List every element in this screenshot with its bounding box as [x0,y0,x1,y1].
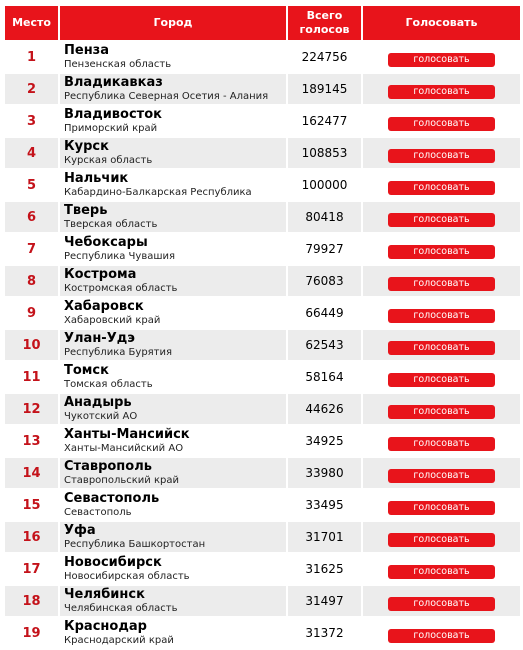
table-row [5,554,520,584]
city-name: Ставрополь [64,459,152,474]
region-name: Республика Чувашия [64,251,176,262]
table-row [5,618,520,648]
city-name: Улан-Удэ [64,331,135,346]
vote-count: 108853 [288,138,361,168]
vote-button[interactable]: голосовать [388,277,495,291]
vote-cell [363,394,520,424]
table-row [5,202,520,232]
place-number: 18 [5,586,58,616]
city-cell [60,458,286,488]
place-number: 7 [5,234,58,264]
city-cell [60,362,286,392]
table-row [5,74,520,104]
city-cell [60,394,286,424]
table-row [5,490,520,520]
vote-cell [363,490,520,520]
place-number: 14 [5,458,58,488]
city-cell [60,554,286,584]
region-name: Республика Бурятия [64,347,173,358]
place-number: 11 [5,362,58,392]
city-cell [60,234,286,264]
vote-cell [363,234,520,264]
header-vote: Голосовать [363,6,520,40]
header-place: Место [5,6,58,40]
region-name: Ханты-Мансийский АО [64,443,184,454]
vote-button[interactable]: голосовать [388,533,495,547]
vote-cell [363,42,520,72]
region-name: Краснодарский край [64,635,174,646]
place-number: 1 [5,42,58,72]
table-body [5,42,520,648]
table-row [5,138,520,168]
city-cell [60,138,286,168]
region-name: Республика Северная Осетия - Алания [64,91,269,102]
vote-count: 44626 [288,394,361,424]
city-cell [60,42,286,72]
vote-button[interactable]: голосовать [388,309,495,323]
table-row [5,106,520,136]
city-name: Анадырь [64,395,132,410]
header-city: Город [60,6,286,40]
city-cell [60,330,286,360]
place-number: 2 [5,74,58,104]
vote-cell [363,170,520,200]
vote-cell [363,202,520,232]
city-cell [60,522,286,552]
header-votes [288,6,361,40]
region-name: Приморский край [64,123,158,134]
region-name: Челябинская область [64,603,178,614]
region-name: Пензенская область [64,59,172,70]
place-number: 17 [5,554,58,584]
city-name: Чебоксары [64,235,148,250]
vote-count: 162477 [288,106,361,136]
vote-count: 80418 [288,202,361,232]
region-name: Курская область [64,155,153,166]
vote-button[interactable]: голосовать [388,629,495,643]
vote-button[interactable]: голосовать [388,85,495,99]
vote-cell [363,74,520,104]
city-cell [60,170,286,200]
city-cell [60,74,286,104]
table-row [5,586,520,616]
table-row [5,330,520,360]
city-name: Новосибирск [64,555,162,570]
region-name: Севастополь [64,507,132,518]
vote-cell [363,298,520,328]
city-cell [60,586,286,616]
table-row [5,394,520,424]
place-number: 13 [5,426,58,456]
city-name: Уфа [64,523,96,538]
city-name: Севастополь [64,491,160,506]
table-row [5,522,520,552]
region-name: Тверская область [64,219,158,230]
city-cell [60,426,286,456]
region-name: Новосибирская область [64,571,190,582]
city-name: Томск [64,363,109,378]
place-number: 10 [5,330,58,360]
vote-cell [363,106,520,136]
table-row [5,362,520,392]
vote-button[interactable]: голосовать [388,149,495,163]
city-name: Владикавказ [64,75,163,90]
vote-button[interactable]: голосовать [388,565,495,579]
vote-button[interactable]: голосовать [388,373,495,387]
place-number: 8 [5,266,58,296]
vote-button[interactable]: голосовать [388,469,495,483]
city-name: Хабаровск [64,299,144,314]
vote-cell [363,554,520,584]
region-name: Томская область [64,379,153,390]
vote-count: 33495 [288,490,361,520]
vote-button[interactable]: голосовать [388,341,495,355]
table-row [5,234,520,264]
place-number: 4 [5,138,58,168]
vote-count: 31625 [288,554,361,584]
place-number: 5 [5,170,58,200]
header-votes-label: Всего голосов [299,9,350,36]
vote-cell [363,426,520,456]
region-name: Ставропольский край [64,475,179,486]
city-name: Пенза [64,43,110,58]
table-header-row [5,6,520,40]
place-number: 12 [5,394,58,424]
place-number: 6 [5,202,58,232]
vote-button[interactable]: голосовать [388,53,495,67]
vote-button[interactable]: голосовать [388,597,495,611]
city-name: Кострома [64,267,137,282]
vote-count: 31497 [288,586,361,616]
city-name: Ханты-Мансийск [64,427,190,442]
vote-count: 58164 [288,362,361,392]
region-name: Кабардино-Балкарская Республика [64,187,252,198]
city-name: Нальчик [64,171,129,186]
table-row [5,170,520,200]
vote-count: 31701 [288,522,361,552]
vote-button[interactable]: голосовать [388,213,495,227]
vote-count: 31372 [288,618,361,648]
vote-count: 33980 [288,458,361,488]
city-name: Челябинск [64,587,145,602]
vote-count: 66449 [288,298,361,328]
region-name: Республика Башкортостан [64,539,206,550]
city-ranking-table [3,4,522,650]
vote-cell [363,362,520,392]
place-number: 15 [5,490,58,520]
vote-count: 34925 [288,426,361,456]
vote-count: 79927 [288,234,361,264]
city-cell [60,298,286,328]
city-name: Тверь [64,203,108,218]
vote-cell [363,458,520,488]
city-name: Краснодар [64,619,147,634]
table-row [5,458,520,488]
vote-count: 62543 [288,330,361,360]
place-number: 16 [5,522,58,552]
city-cell [60,202,286,232]
vote-button[interactable]: голосовать [388,245,495,259]
place-number: 19 [5,618,58,648]
vote-cell [363,586,520,616]
city-name: Владивосток [64,107,162,122]
vote-button[interactable]: голосовать [388,117,495,131]
city-cell [60,618,286,648]
table-row [5,266,520,296]
region-name: Хабаровский край [64,315,161,326]
city-cell [60,266,286,296]
city-cell [60,106,286,136]
vote-cell [363,266,520,296]
vote-count: 224756 [288,42,361,72]
city-cell [60,490,286,520]
place-number: 9 [5,298,58,328]
vote-cell [363,138,520,168]
vote-button[interactable]: голосовать [388,501,495,515]
vote-cell [363,618,520,648]
vote-cell [363,330,520,360]
vote-button[interactable]: голосовать [388,405,495,419]
vote-count: 76083 [288,266,361,296]
city-name: Курск [64,139,109,154]
vote-count: 100000 [288,170,361,200]
vote-count: 189145 [288,74,361,104]
table-row [5,426,520,456]
table-row [5,298,520,328]
vote-cell [363,522,520,552]
vote-button[interactable]: голосовать [388,181,495,195]
table-row [5,42,520,72]
vote-button[interactable]: голосовать [388,437,495,451]
region-name: Костромская область [64,283,178,294]
region-name: Чукотский АО [64,411,138,422]
place-number: 3 [5,106,58,136]
